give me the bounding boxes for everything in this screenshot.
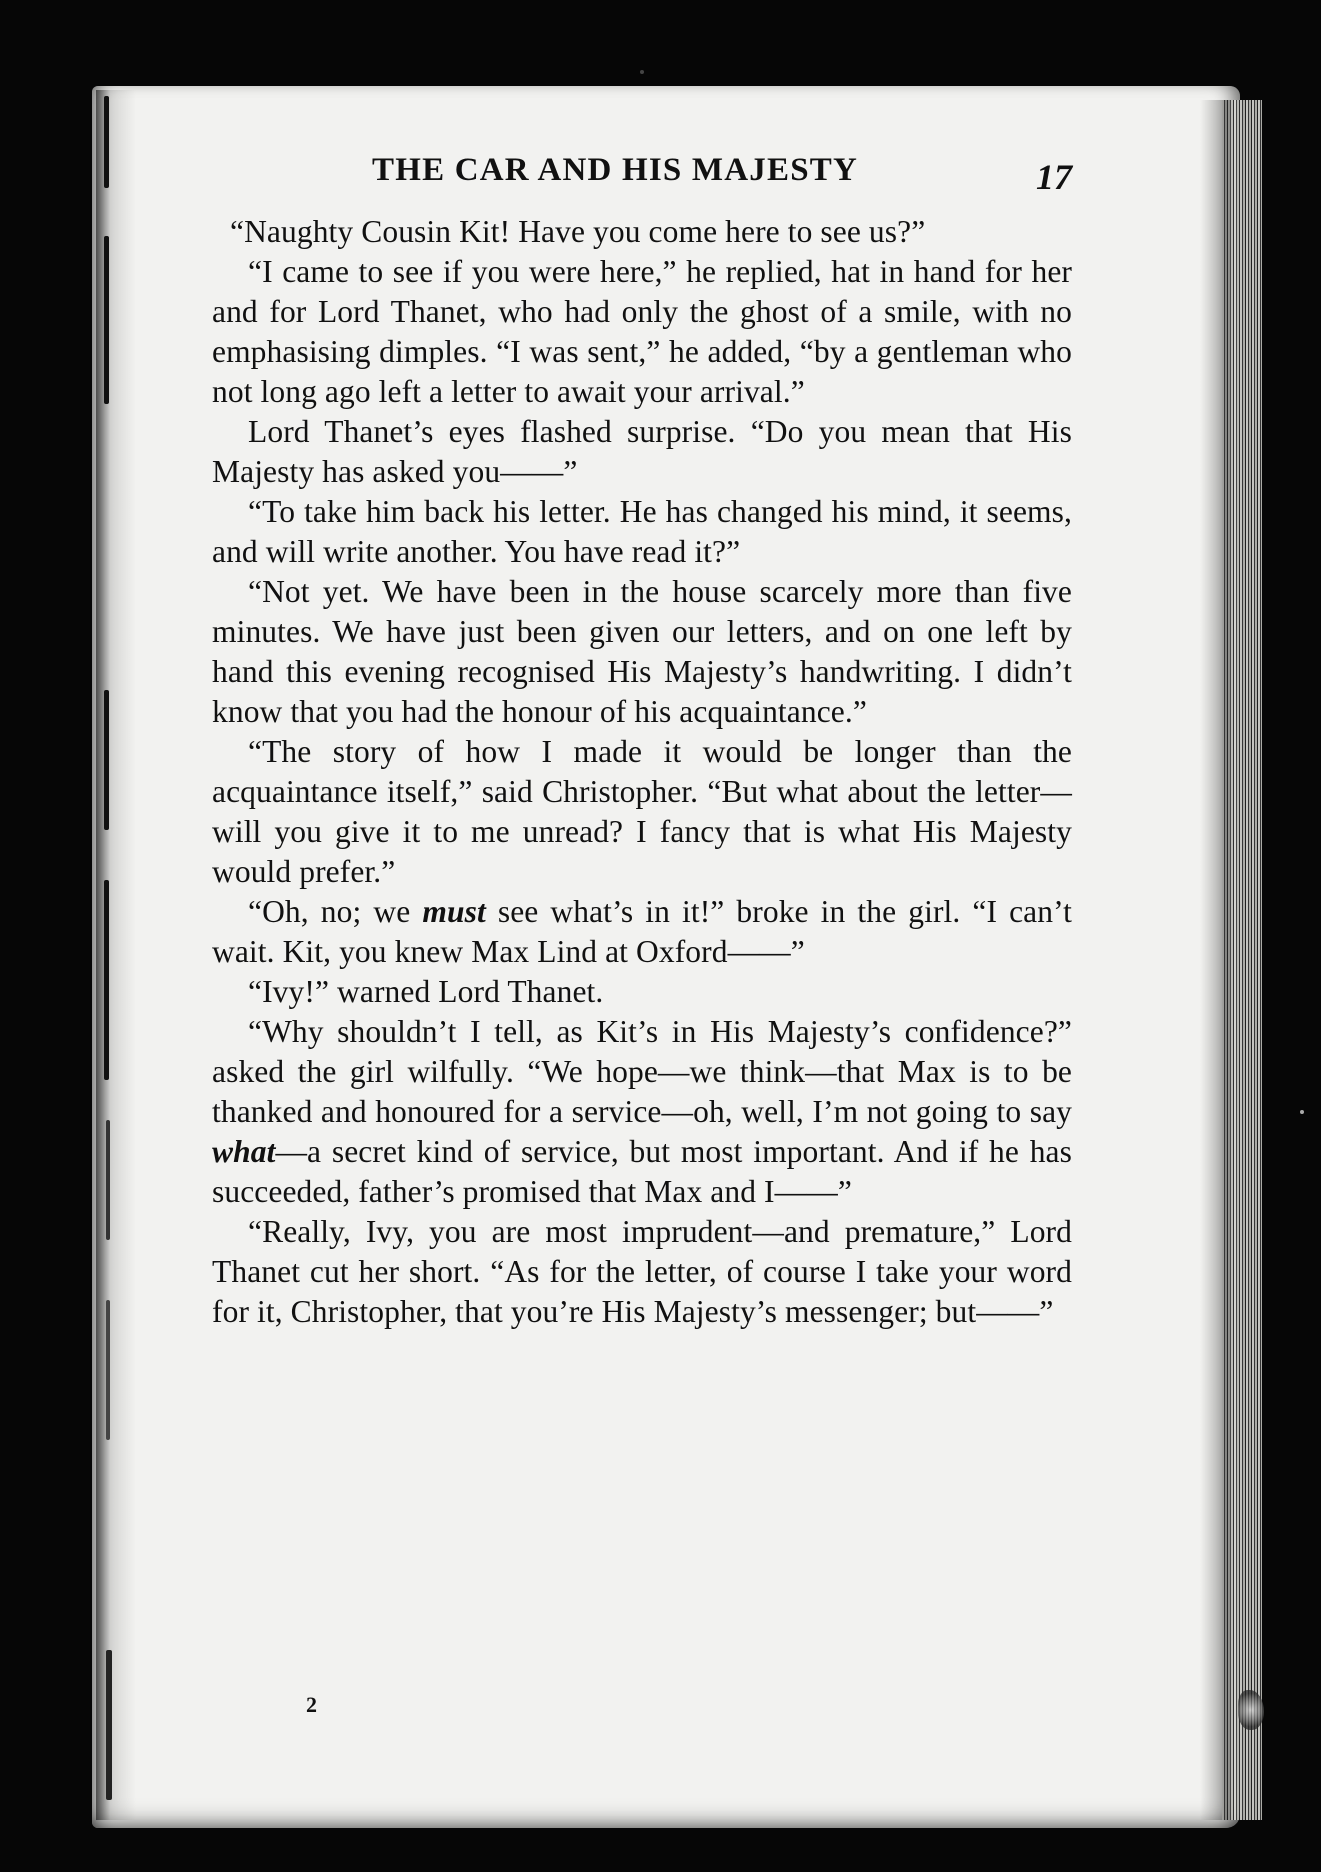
binding-mark bbox=[104, 880, 109, 1080]
paragraph-text: “I came to see if you were here,” he replied, hat in hand for her and for Lord Thanet, who had only the ghost of a smile, with no emphasising dimples. “I was sent,” he added, “by a gentleman who not long ago left a letter to await your arrival.” bbox=[212, 254, 1072, 409]
paragraph-text: see what’s in it!” broke in the girl. “I can’t wait. Kit, you knew Max Lind at Oxford——” bbox=[212, 894, 1072, 969]
running-head: THE CAR AND HIS MAJESTY bbox=[372, 152, 859, 188]
scan-speck bbox=[640, 70, 644, 74]
emphasized-word: what bbox=[212, 1134, 276, 1169]
paragraph bbox=[212, 892, 1072, 972]
paragraph bbox=[212, 1212, 1072, 1332]
page-number: 17 bbox=[1036, 157, 1072, 197]
paragraph bbox=[212, 972, 1072, 1012]
edge-ornament bbox=[1238, 1690, 1264, 1730]
emphasized-word: must bbox=[422, 894, 486, 929]
paragraph-text: “Ivy!” warned Lord Thanet. bbox=[248, 974, 604, 1009]
body-text bbox=[212, 212, 1072, 1332]
paragraph bbox=[212, 732, 1072, 892]
paragraph bbox=[212, 412, 1072, 492]
binding-mark bbox=[104, 236, 109, 404]
paragraph bbox=[212, 1012, 1072, 1212]
page-header bbox=[212, 152, 1072, 212]
paragraph bbox=[212, 252, 1072, 412]
paragraph-text: Lord Thanet’s eyes flashed surprise. “Do you mean that His Majesty has asked you——” bbox=[212, 414, 1072, 489]
binding-mark bbox=[106, 1650, 112, 1800]
signature-mark: 2 bbox=[306, 1692, 317, 1717]
page-text bbox=[212, 152, 1072, 1332]
paragraph bbox=[212, 492, 1072, 572]
paragraph bbox=[212, 572, 1072, 732]
paragraph-text: “Why shouldn’t I tell, as Kit’s in His Majesty’s confidence?” asked the girl wilfully. “We hope—we think—that Max is to be thanked and honoured for a service—oh, well, I’m not going to say bbox=[212, 1014, 1072, 1129]
fore-edge-shadow bbox=[1200, 100, 1230, 1820]
binding-mark bbox=[106, 1300, 110, 1440]
paragraph-text: “Not yet. We have been in the house scarcely more than five minutes. We have just been given our letters, and on one left by hand this evening recognised His Majesty’s handwriting. I didn’t know that you had the honour of his acquaintance.” bbox=[212, 574, 1072, 729]
paragraph-text: “To take him back his letter. He has changed his mind, it seems, and will write another. You have read it?” bbox=[212, 494, 1072, 569]
paragraph-text: “The story of how I made it would be longer than the acquaintance itself,” said Christopher. “But what about the letter—will you give it to me unread? I fancy that is what His Majesty would prefer.” bbox=[212, 734, 1072, 889]
binding-mark bbox=[104, 96, 109, 188]
binding-mark bbox=[104, 690, 109, 830]
scan-speck bbox=[1300, 1110, 1304, 1114]
paragraph-text: —a secret kind of service, but most important. And if he has succeeded, father’s promised that Max and I——” bbox=[212, 1134, 1072, 1209]
paragraph-text: “Really, Ivy, you are most imprudent—and premature,” Lord Thanet cut her short. “As for the letter, of course I take your word for it, Christopher, that you’re His Majesty’s messenger; but——” bbox=[212, 1214, 1072, 1329]
paragraph bbox=[212, 212, 1072, 252]
paragraph-text: “Naughty Cousin Kit! Have you come here to see us?” bbox=[230, 214, 926, 249]
paragraph-text: “Oh, no; we bbox=[248, 894, 423, 929]
binding-mark bbox=[106, 1120, 110, 1240]
binding-gutter bbox=[96, 90, 136, 1820]
